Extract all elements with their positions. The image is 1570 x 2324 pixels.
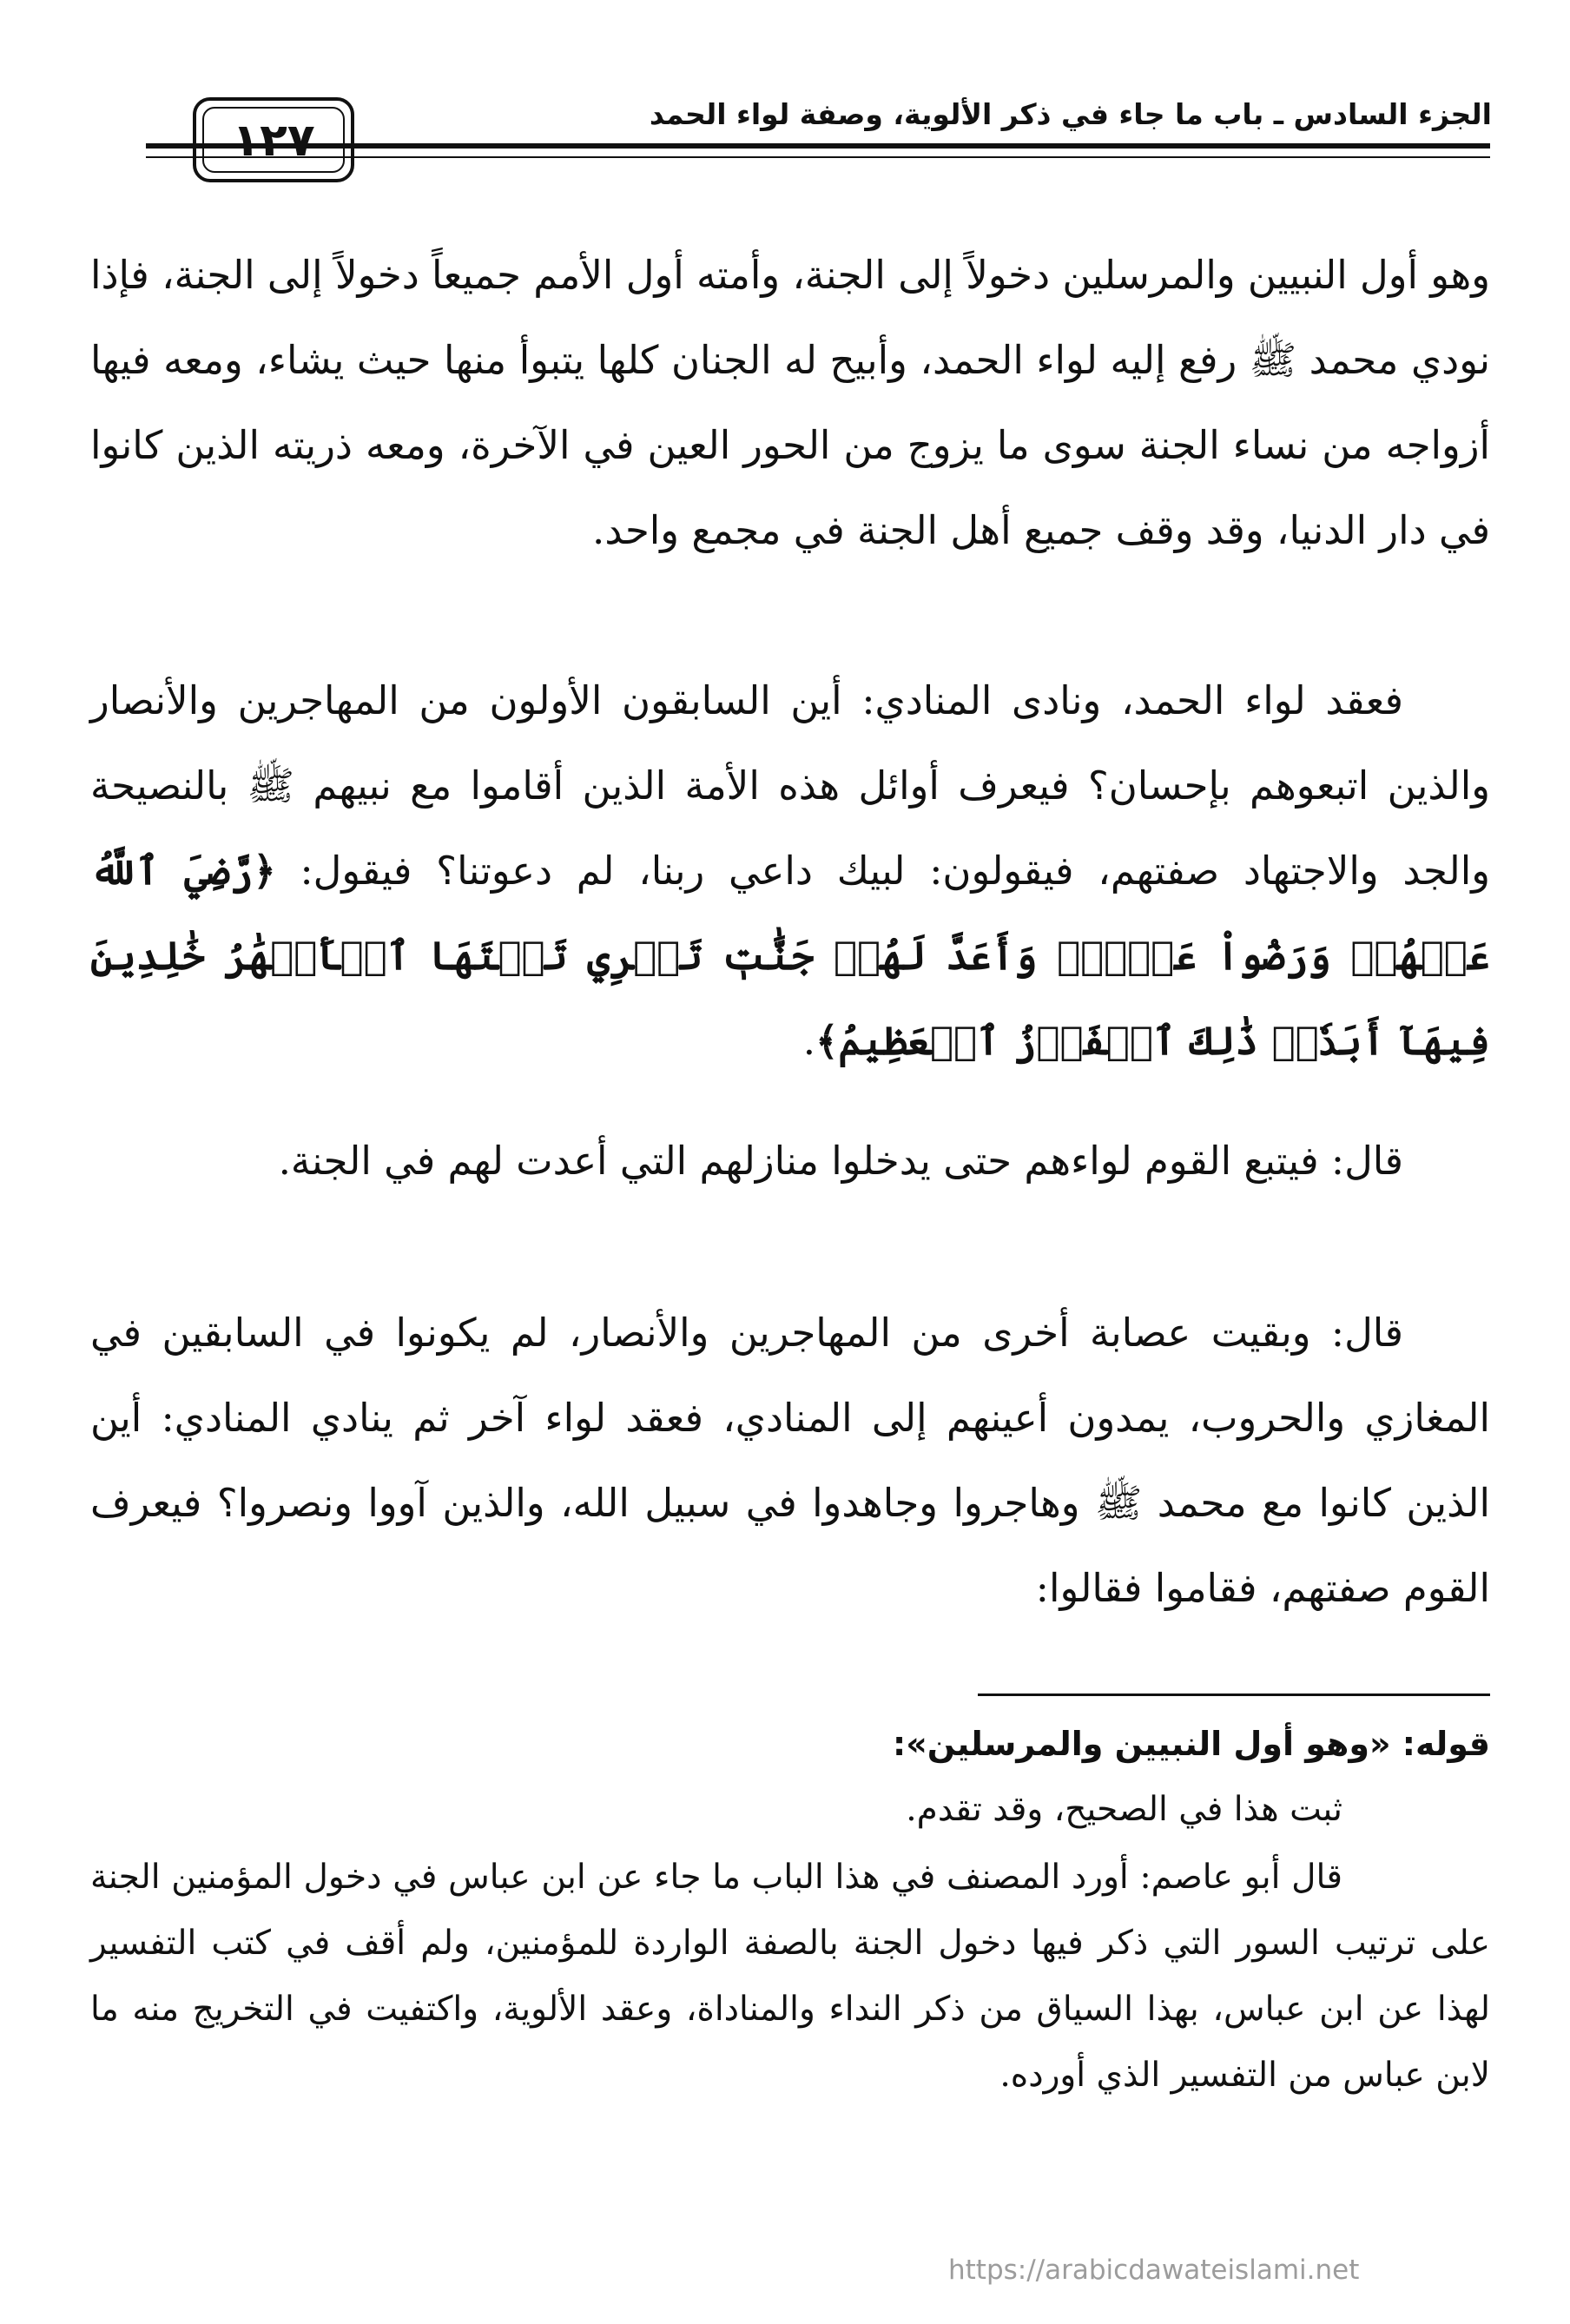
footnote-line-1: ثبت هذا في الصحيح، وقد تقدم. bbox=[906, 1790, 1342, 1829]
quran-verse: ﴿رَّضِيَ ٱللَّهُ عَنۡهُمۡ وَرَضُواْ عَنۡهُۚ وَأَعَدَّ لَهُمۡ جَنَّٰتٖ تَجۡرِي تَحۡتَهَا ٱلۡأَنۡهَٰرُ خَٰلِدِينَ فِيهَآ أَبَدٗاۚ ذَٰلِكَ ٱلۡفَوۡزُ ٱلۡعَظِيمُ﴾ bbox=[90, 848, 1490, 1064]
watermark-url: https://arabicdawateislami.net bbox=[948, 2255, 1360, 2286]
running-title: الجزء السادس ـ باب ما جاء في ذكر الألوية، وصفة لواء الحمد bbox=[649, 97, 1492, 131]
page-number: ١٢٧ bbox=[232, 115, 315, 167]
footnote-label: قوله: «وهو أول النبيين والمرسلين»: bbox=[893, 1725, 1490, 1763]
paragraph-2-text: فعقد لواء الحمد، ونادى المنادي: أين السابقون الأولون من المهاجرين والأنصار والذين اتبعوهم بإحسان؟ فيعرف أوائل هذه الأمة الذين أقاموا مع نبيهم ﷺ بالنصيحة والجد والاجتهاد صفتهم، فيقولون: لبيك داعي ربنا، لم دعوتنا؟ فيقول: bbox=[90, 677, 1490, 894]
body-paragraph-1: وهو أول النبيين والمرسلين دخولاً إلى الجنة، وأمته أول الأمم جميعاً دخولاً إلى الجنة، فإذا نودي محمد ﷺ رفع إليه لواء الحمد، وأبيح له الجنان كلها يتبوأ منها حيث يشاء، ومعه فيها أزواجه من نساء الجنة سوى ما يزوج من الحور العين في الآخرة، ومعه ذريته الذين كانوا في دار الدنيا، وقد وقف جميع أهل الجنة في مجمع واحد. bbox=[90, 252, 1490, 553]
paragraph-2-end: . bbox=[802, 1018, 816, 1064]
body-paragraph-2 bbox=[90, 658, 1490, 1084]
page-number-frame bbox=[193, 97, 354, 182]
body-paragraph-3: قال: فيتبع القوم لواءهم حتى يدخلوا منازلهم التي أعدت لهم في الجنة. bbox=[278, 1138, 1403, 1184]
body-paragraph-4: قال: وبقيت عصابة أخرى من المهاجرين والأنصار، لم يكونوا في السابقين في المغازي والحروب، يمدون أعينهم إلى المنادي، فعقد لواء آخر ثم ينادي المنادي: أين الذين كانوا مع محمد ﷺ وهاجروا وجاهدوا في سبيل الله، والذين آووا ونصروا؟ فيعرف القوم صفتهم، فقاموا فقالوا: bbox=[90, 1310, 1490, 1611]
footnote-separator bbox=[978, 1693, 1490, 1696]
footnote-paragraph-2: قال أبو عاصم: أورد المصنف في هذا الباب ما جاء عن ابن عباس في دخول المؤمنين الجنة على ترتيب السور التي ذكر فيها دخول الجنة بالصفة الواردة للمؤمنين، ولم أقف في كتب التفسير لهذا عن ابن عباس، بهذا السياق من ذكر النداء والمناداة، وعقد الألوية، واكتفيت في التخريج منه ما لابن عباس من التفسير الذي أورده. bbox=[90, 1858, 1490, 2095]
